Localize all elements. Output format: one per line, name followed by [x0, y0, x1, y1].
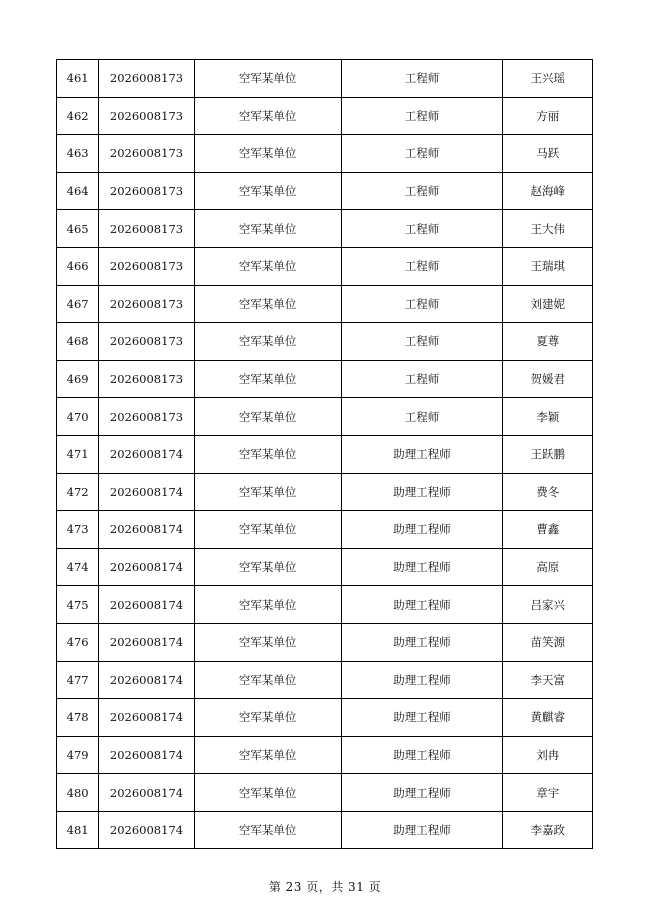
row-number-cell: 479: [57, 736, 99, 774]
row-number-cell: 480: [57, 774, 99, 812]
row-number-cell: 469: [57, 360, 99, 398]
position-code-cell: 2026008173: [99, 210, 195, 248]
row-number-cell: 475: [57, 586, 99, 624]
table-row: [57, 60, 593, 98]
table-row: [57, 323, 593, 361]
person-name-cell: 马跃: [503, 135, 593, 173]
position-code-cell: 2026008174: [99, 699, 195, 737]
table-row: [57, 774, 593, 812]
table-row: [57, 97, 593, 135]
unit-cell: 空军某单位: [194, 586, 341, 624]
row-number-cell: 464: [57, 172, 99, 210]
unit-cell: 空军某单位: [194, 135, 341, 173]
position-code-cell: 2026008174: [99, 511, 195, 549]
row-number-cell: 461: [57, 60, 99, 98]
unit-cell: 空军某单位: [194, 360, 341, 398]
job-title-cell: 助理工程师: [341, 623, 503, 661]
row-number-cell: 470: [57, 398, 99, 436]
roster-table-body: [57, 60, 593, 849]
table-row: [57, 172, 593, 210]
person-name-cell: 李天富: [503, 661, 593, 699]
position-code-cell: 2026008173: [99, 323, 195, 361]
person-name-cell: 王兴瑶: [503, 60, 593, 98]
position-code-cell: 2026008173: [99, 398, 195, 436]
position-code-cell: 2026008174: [99, 736, 195, 774]
unit-cell: 空军某单位: [194, 398, 341, 436]
person-name-cell: 章宇: [503, 774, 593, 812]
table-row: [57, 661, 593, 699]
unit-cell: 空军某单位: [194, 172, 341, 210]
job-title-cell: 助理工程师: [341, 586, 503, 624]
person-name-cell: 刘冉: [503, 736, 593, 774]
job-title-cell: 助理工程师: [341, 811, 503, 849]
job-title-cell: 工程师: [341, 172, 503, 210]
job-title-cell: 工程师: [341, 97, 503, 135]
position-code-cell: 2026008173: [99, 172, 195, 210]
row-number-cell: 474: [57, 548, 99, 586]
table-row: [57, 736, 593, 774]
person-name-cell: 黄麒睿: [503, 699, 593, 737]
unit-cell: 空军某单位: [194, 323, 341, 361]
person-name-cell: 曹鑫: [503, 511, 593, 549]
job-title-cell: 工程师: [341, 285, 503, 323]
position-code-cell: 2026008174: [99, 548, 195, 586]
table-row: [57, 360, 593, 398]
row-number-cell: 462: [57, 97, 99, 135]
row-number-cell: 471: [57, 435, 99, 473]
job-title-cell: 助理工程师: [341, 699, 503, 737]
person-name-cell: 贺媛君: [503, 360, 593, 398]
row-number-cell: 476: [57, 623, 99, 661]
position-code-cell: 2026008173: [99, 60, 195, 98]
table-row: [57, 473, 593, 511]
position-code-cell: 2026008174: [99, 473, 195, 511]
job-title-cell: 助理工程师: [341, 548, 503, 586]
unit-cell: 空军某单位: [194, 285, 341, 323]
person-name-cell: 费冬: [503, 473, 593, 511]
job-title-cell: 助理工程师: [341, 435, 503, 473]
unit-cell: 空军某单位: [194, 60, 341, 98]
person-name-cell: 高原: [503, 548, 593, 586]
person-name-cell: 王大伟: [503, 210, 593, 248]
roster-table: [56, 59, 593, 849]
job-title-cell: 助理工程师: [341, 736, 503, 774]
table-row: [57, 398, 593, 436]
position-code-cell: 2026008173: [99, 285, 195, 323]
unit-cell: 空军某单位: [194, 623, 341, 661]
position-code-cell: 2026008173: [99, 360, 195, 398]
row-number-cell: 478: [57, 699, 99, 737]
position-code-cell: 2026008174: [99, 811, 195, 849]
table-row: [57, 435, 593, 473]
job-title-cell: 工程师: [341, 210, 503, 248]
unit-cell: 空军某单位: [194, 97, 341, 135]
person-name-cell: 刘建妮: [503, 285, 593, 323]
row-number-cell: 472: [57, 473, 99, 511]
position-code-cell: 2026008174: [99, 774, 195, 812]
unit-cell: 空军某单位: [194, 699, 341, 737]
row-number-cell: 467: [57, 285, 99, 323]
position-code-cell: 2026008174: [99, 586, 195, 624]
position-code-cell: 2026008174: [99, 661, 195, 699]
table-row: [57, 623, 593, 661]
job-title-cell: 工程师: [341, 398, 503, 436]
position-code-cell: 2026008174: [99, 435, 195, 473]
position-code-cell: 2026008173: [99, 135, 195, 173]
unit-cell: 空军某单位: [194, 511, 341, 549]
person-name-cell: 夏尊: [503, 323, 593, 361]
job-title-cell: 工程师: [341, 247, 503, 285]
table-row: [57, 285, 593, 323]
unit-cell: 空军某单位: [194, 548, 341, 586]
person-name-cell: 王瑞琪: [503, 247, 593, 285]
unit-cell: 空军某单位: [194, 435, 341, 473]
position-code-cell: 2026008173: [99, 247, 195, 285]
person-name-cell: 李嘉政: [503, 811, 593, 849]
row-number-cell: 481: [57, 811, 99, 849]
job-title-cell: 助理工程师: [341, 511, 503, 549]
row-number-cell: 477: [57, 661, 99, 699]
unit-cell: 空军某单位: [194, 661, 341, 699]
person-name-cell: 苗笑源: [503, 623, 593, 661]
table-row: [57, 586, 593, 624]
job-title-cell: 工程师: [341, 135, 503, 173]
table-row: [57, 210, 593, 248]
unit-cell: 空军某单位: [194, 473, 341, 511]
job-title-cell: 助理工程师: [341, 774, 503, 812]
person-name-cell: 方丽: [503, 97, 593, 135]
job-title-cell: 工程师: [341, 323, 503, 361]
row-number-cell: 473: [57, 511, 99, 549]
table-row: [57, 511, 593, 549]
table-row: [57, 811, 593, 849]
unit-cell: 空军某单位: [194, 736, 341, 774]
row-number-cell: 463: [57, 135, 99, 173]
unit-cell: 空军某单位: [194, 774, 341, 812]
job-title-cell: 助理工程师: [341, 473, 503, 511]
person-name-cell: 王跃鹏: [503, 435, 593, 473]
position-code-cell: 2026008174: [99, 623, 195, 661]
person-name-cell: 赵海峰: [503, 172, 593, 210]
unit-cell: 空军某单位: [194, 247, 341, 285]
row-number-cell: 466: [57, 247, 99, 285]
job-title-cell: 工程师: [341, 360, 503, 398]
person-name-cell: 吕家兴: [503, 586, 593, 624]
job-title-cell: 助理工程师: [341, 661, 503, 699]
table-row: [57, 699, 593, 737]
unit-cell: 空军某单位: [194, 210, 341, 248]
row-number-cell: 465: [57, 210, 99, 248]
job-title-cell: 工程师: [341, 60, 503, 98]
unit-cell: 空军某单位: [194, 811, 341, 849]
table-row: [57, 548, 593, 586]
table-row: [57, 247, 593, 285]
table-row: [57, 135, 593, 173]
position-code-cell: 2026008173: [99, 97, 195, 135]
person-name-cell: 李颖: [503, 398, 593, 436]
row-number-cell: 468: [57, 323, 99, 361]
page-footer: 第 23 页，共 31 页: [268, 880, 382, 894]
